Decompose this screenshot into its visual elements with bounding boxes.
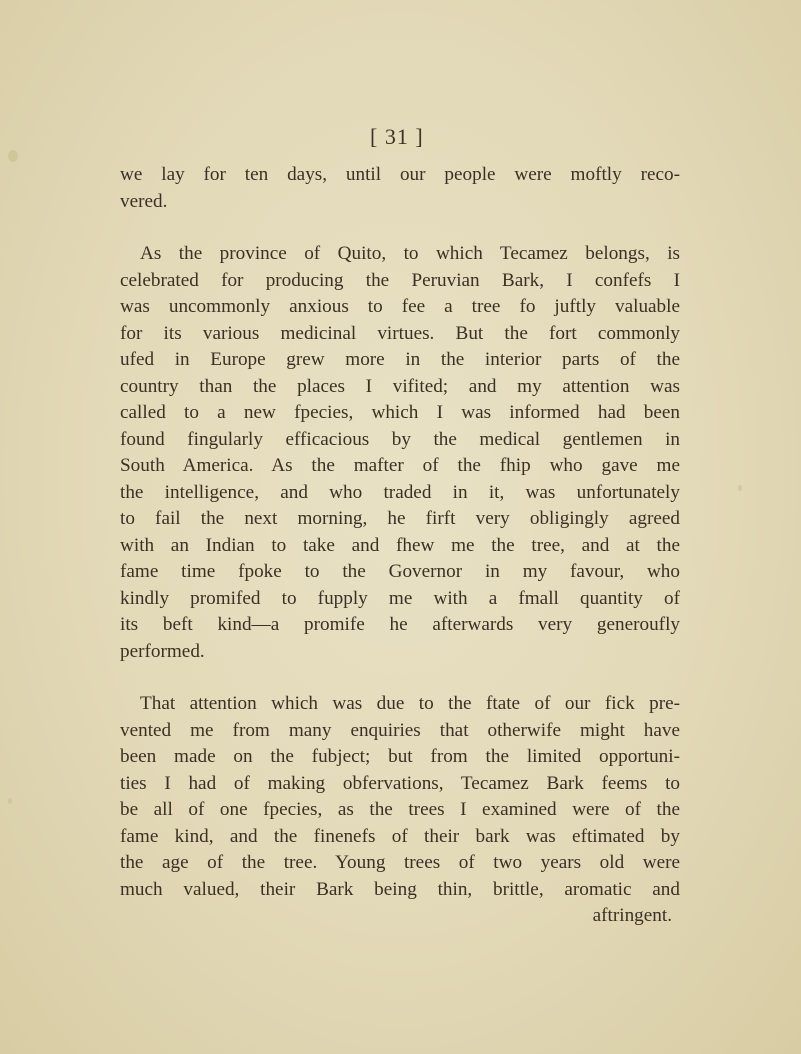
text-line: As the province of Quito, to which Tecamez belongs, is (140, 243, 680, 264)
text-line: celebrated for producing the Peruvian Bark, I confefs I (120, 269, 680, 291)
paper-stain (738, 485, 742, 491)
body-text (120, 162, 680, 930)
text-line: called to a new fpecies, which I was informed had been (120, 402, 680, 423)
paper-stain (8, 150, 18, 162)
text-line: South America. As the mafter of the fhip who gave me (120, 455, 680, 476)
text-line: ufed in Europe grew more in the interior parts of the (120, 349, 680, 370)
text-line: been made on the fubject; but from the limited opportuni- (120, 746, 680, 767)
text-line: country than the places I vifited; and my attention was (120, 375, 680, 397)
text-line: the intelligence, and who traded in it, was unfortunately (120, 481, 680, 503)
text-line: kindly promifed to fupply me with a fmall quantity of (120, 587, 680, 609)
text-line: to fail the next morning, he firft very obligingly agreed (120, 508, 680, 529)
text-line: be all of one fpecies, as the trees I examined were of the (120, 799, 680, 820)
text-line: the age of the tree. Young trees of two years old were (120, 852, 680, 873)
text-line: found fingularly efficacious by the medical gentlemen in (120, 428, 680, 450)
paper-stain (8, 798, 12, 804)
text-line: vented me from many enquiries that otherwife might have (120, 719, 680, 741)
text-line: fame kind, and the finenefs of their bark was eftimated by (120, 825, 680, 847)
text-line: ties I had of making obfervations, Tecamez Bark feems to (120, 772, 680, 794)
text-line: performed. (120, 640, 205, 662)
text-line: aftringent. (592, 905, 672, 926)
text-line: was uncommonly anxious to fee a tree fo juftly valuable (120, 296, 680, 317)
page-number: [ 31 ] (370, 124, 424, 149)
text-line: fame time fpoke to the Governor in my favour, who (120, 561, 680, 582)
text-line: That attention which was due to the ftate of our fick pre- (140, 693, 680, 714)
text-line: we lay for ten days, until our people were moftly reco- (120, 164, 680, 185)
text-line: much valued, their Bark being thin, brittle, aromatic and (120, 878, 680, 900)
text-line: vered. (120, 190, 168, 212)
text-line: for its various medicinal virtues. But the fort commonly (120, 322, 680, 344)
text-line: its beft kind—a promife he afterwards very generoufly (120, 614, 680, 635)
text-line: with an Indian to take and fhew me the tree, and at the (120, 534, 680, 556)
